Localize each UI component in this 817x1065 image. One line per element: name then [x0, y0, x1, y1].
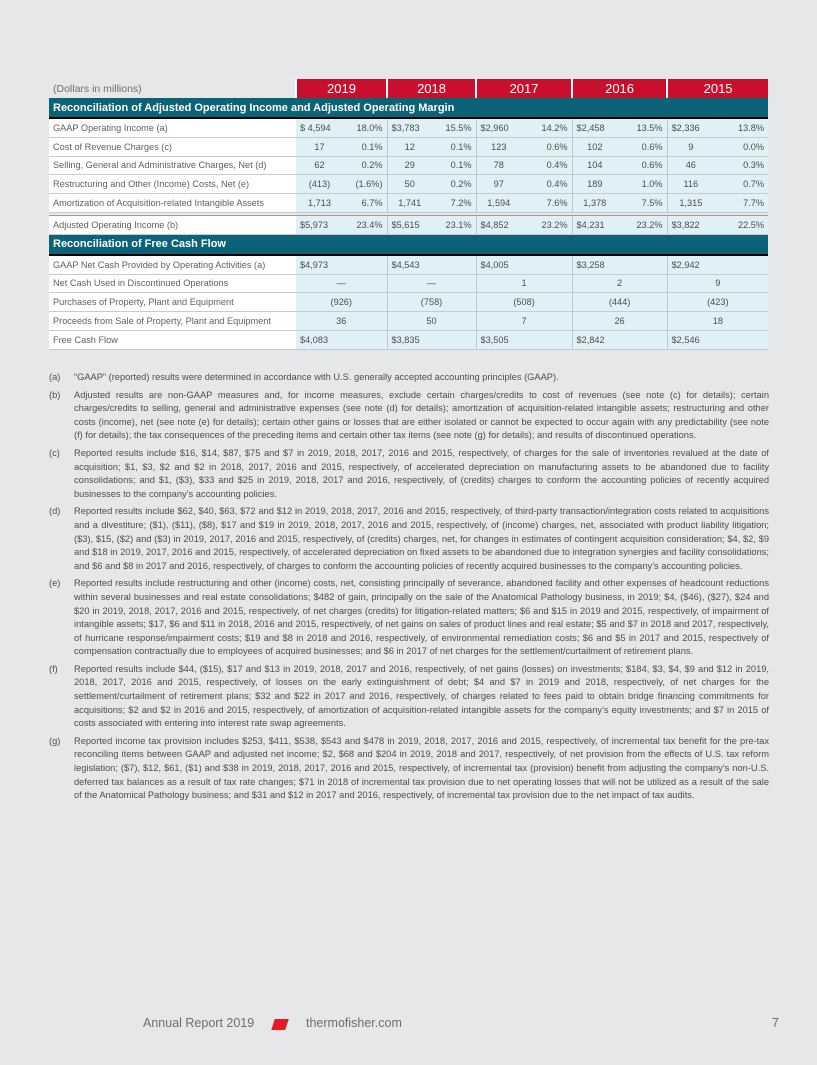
amount-cell: $4,973 — [296, 255, 387, 274]
amount-cell: 1,713 — [296, 194, 343, 213]
percent-cell: 0.2% — [343, 156, 387, 175]
amount-cell: 116 — [667, 175, 714, 194]
footnote-text: “GAAP” (reported) results were determined in accordance with U.S. generally accepted accounting principles (GAAP). — [74, 372, 559, 382]
footnote — [49, 389, 769, 443]
footnote-text: Reported results include $16, $14, $87, $75 and $7 in 2019, 2018, 2017, 2016 and 2015, respectively, of charges for the sale of inventories revalued at the date of acquisition; $1, $3, $2 and $2 in 2018, 2017, 2016 and 2015, respectively, of accelerated depreciation on manufacturing assets to be abandoned due to facility consolidations; and $1, ($3), $33 and $25 in 2019, 2018, 2017 and 2016, respectively, of (credits) charges to conform the accounting policies of recently acquired businesses to the company’s accounting policies. — [74, 447, 769, 499]
footnote-marker: (d) — [49, 506, 61, 517]
amount-cell: 46 — [667, 156, 714, 175]
amount-cell: 104 — [572, 156, 617, 175]
thermofisher-logo-icon — [271, 1019, 289, 1030]
amount-cell: $3,258 — [572, 255, 667, 274]
amount-cell: $2,842 — [572, 330, 667, 349]
amount-cell: $2,458 — [572, 118, 617, 137]
percent-cell: 18.0% — [343, 118, 387, 137]
amount-cell: (423) — [667, 293, 768, 312]
footnote-text: Reported results include $62, $40, $63, $72 and $12 in 2019, 2018, 2017, 2016 and 2015, respectively, of third-party transaction/integration costs related to acquisitions and a divestiture; ($1), ($11), ($8), $17 and $19 in 2019, 2018, 2017, 2016 and 2015, respectively, of (income) charges, net, associated with product liability litigation; ($3), $15, ($2) and ($3) in 2019, 2017, 2016 and 2015, respectively, of (credits) charges, net, for changes in estimates of contingent acquisition consideration; $4, $2, $9 and $18 in 2019, 2017, 2016 and 2015, respectively, of accelerated depreciation on fixed assets to be abandoned due to integration synergies and facility consolidations; and $6 and $8 in 2017 and 2016, respectively, of charges to conform the accounting policies of recently acquired businesses to the company’s accounting policies. — [74, 506, 769, 571]
amount-cell: 12 — [387, 137, 432, 156]
percent-cell: 6.7% — [343, 194, 387, 213]
table-row — [49, 274, 768, 293]
percent-cell: 0.6% — [617, 156, 667, 175]
table-row — [49, 255, 768, 274]
percent-cell: 0.1% — [432, 137, 476, 156]
amount-cell: $3,822 — [667, 215, 714, 234]
footnote-marker: (e) — [49, 578, 61, 589]
amount-cell: $5,973 — [296, 215, 343, 234]
row-label: Cost of Revenue Charges (c) — [49, 137, 296, 156]
table-row — [49, 293, 768, 312]
percent-cell: 0.0% — [714, 137, 768, 156]
row-label: Selling, General and Administrative Charges, Net (d) — [49, 156, 296, 175]
section-title: Reconciliation of Adjusted Operating Income and Adjusted Operating Margin — [49, 98, 768, 118]
percent-cell: 23.1% — [432, 215, 476, 234]
amount-cell: $2,942 — [667, 255, 768, 274]
page-footer — [0, 1016, 817, 1036]
amount-cell: 9 — [667, 274, 768, 293]
amount-cell: (926) — [296, 293, 387, 312]
year-header: 2017 — [476, 79, 572, 98]
amount-cell: 50 — [387, 312, 476, 331]
row-label: GAAP Net Cash Provided by Operating Activities (a) — [49, 255, 296, 274]
row-label: Restructuring and Other (Income) Costs, Net (e) — [49, 175, 296, 194]
percent-cell: 0.7% — [714, 175, 768, 194]
amount-cell: 78 — [476, 156, 521, 175]
amount-cell: 2 — [572, 274, 667, 293]
table-row — [49, 215, 768, 234]
reconciliation-table — [49, 79, 768, 350]
percent-cell: 22.5% — [714, 215, 768, 234]
amount-cell: 1,315 — [667, 194, 714, 213]
amount-cell: 189 — [572, 175, 617, 194]
footnote-marker: (c) — [49, 447, 60, 458]
year-header: 2019 — [296, 79, 387, 98]
amount-cell: $2,960 — [476, 118, 521, 137]
footnote-text: Reported income tax provision includes $253, $411, $538, $543 and $478 in 2019, 2018, 2017, 2016 and 2015, respectively, of incremental tax benefit for the pre-tax reconciling items between GAAP and adjusted net income; $2, $68 and $204 in 2019, 2018 and 2017, respectively, of net provision from the effects of U.S. tax reform legislation; ($7), $12, $61, ($1) and $38 in 2019, 2018, 2017, 2016 and 2015, respectively, of incremental tax (provision) benefit from adjusting the company’s non-U.S. deferred tax balances as a result of tax rate changes; $71 in 2018 of incremental tax provision due to net operating losses that will not be utilized as a result of the sale of the Anatomical Pathology business; and $31 and $12 in 2017 and 2016, respectively, of incremental tax provision due to the net impact of tax audits. — [74, 735, 769, 801]
footnote-text: Reported results include $44, ($15), $17 and $13 in 2019, 2018, 2017 and 2016, respectively, of net gains (losses) on investments; $184, $3, $4, $9 and $12 in 2019, 2018, 2017, 2016 and 2015, respectively, of losses on the early extinguishment of debt; $4 and $7 in 2019 and 2018, respectively, of net charges for the settlement/curtailment of retirement plans; $32 and $22 in 2017 and 2016, respectively, of charges related to fees paid to obtain bridge financing commitments for acquisitions; $2 and $2 in 2016 and 2015, respectively, of amortization of acquisition-related intangible assets for the company’s equity investments; and $7 in 2015 of costs associated with entering into interest rate swap agreements. — [74, 663, 769, 729]
amount-cell: 1,594 — [476, 194, 521, 213]
footnote-marker: (f) — [49, 663, 58, 674]
footnote — [49, 505, 769, 573]
amount-cell: 1,378 — [572, 194, 617, 213]
table-row — [49, 312, 768, 331]
row-label: Adjusted Operating Income (b) — [49, 215, 296, 234]
table-row — [49, 330, 768, 349]
amount-cell: (413) — [296, 175, 343, 194]
amount-cell: 18 — [667, 312, 768, 331]
year-header: 2018 — [387, 79, 476, 98]
amount-cell: 102 — [572, 137, 617, 156]
table-row — [49, 118, 768, 137]
table-row — [49, 156, 768, 175]
table-row — [49, 137, 768, 156]
page-number: 7 — [772, 1016, 779, 1030]
percent-cell: 0.1% — [432, 156, 476, 175]
amount-cell: $4,543 — [387, 255, 476, 274]
amount-cell: 62 — [296, 156, 343, 175]
row-label: Purchases of Property, Plant and Equipment — [49, 293, 296, 312]
footnote — [49, 447, 769, 501]
percent-cell: 0.4% — [521, 175, 572, 194]
percent-cell: 23.2% — [617, 215, 667, 234]
amount-cell: 50 — [387, 175, 432, 194]
footnote-marker: (b) — [49, 389, 61, 400]
percent-cell: 0.3% — [714, 156, 768, 175]
percent-cell: 15.5% — [432, 118, 476, 137]
percent-cell: 0.4% — [521, 156, 572, 175]
percent-cell: 0.6% — [521, 137, 572, 156]
percent-cell: 7.7% — [714, 194, 768, 213]
row-label: Proceeds from Sale of Property, Plant and Equipment — [49, 312, 296, 331]
footnote — [49, 663, 769, 731]
percent-cell: 1.0% — [617, 175, 667, 194]
footnote — [49, 735, 769, 803]
footnote — [49, 577, 769, 659]
percent-cell: (1.6%) — [343, 175, 387, 194]
footnote-text: Adjusted results are non-GAAP measures and, for income measures, exclude certain charges/credits to cost of revenues (see note (c) for details); certain charges/credits to selling, general and administrative expenses (see note (d) for details); amortization of acquisition-related intangible assets; restructuring and other costs (income), net (see note (e) for details); certain other gains or losses that are either isolated or cannot be expected to occur again with any predictability (see note (f) for details); the tax consequences of the preceding items and certain other tax items (see note (g) for details); and results of discontinued operations. — [74, 389, 769, 441]
percent-cell: 0.6% — [617, 137, 667, 156]
amount-cell: 7 — [476, 312, 572, 331]
amount-cell: 123 — [476, 137, 521, 156]
amount-cell: 29 — [387, 156, 432, 175]
year-header: 2015 — [667, 79, 768, 98]
units-label: (Dollars in millions) — [53, 82, 142, 95]
amount-cell: 1,741 — [387, 194, 432, 213]
amount-cell: $4,231 — [572, 215, 617, 234]
row-label: Free Cash Flow — [49, 330, 296, 349]
amount-cell: $4,083 — [296, 330, 387, 349]
row-label: Amortization of Acquisition-related Intangible Assets — [49, 194, 296, 213]
amount-cell: (444) — [572, 293, 667, 312]
amount-cell: (508) — [476, 293, 572, 312]
amount-cell: $ 4,594 — [296, 118, 343, 137]
amount-cell: 26 — [572, 312, 667, 331]
percent-cell: 7.5% — [617, 194, 667, 213]
section-title: Reconciliation of Free Cash Flow — [49, 234, 768, 255]
footnote-text: Reported results include restructuring and other (income) costs, net, consisting principally of severance, abandoned facility and other expenses of headcount reductions within several businesses and real estate consolidations; $482 of gain, principally on the sale of the Anatomical Pathology business, in 2019; $4, ($46), ($27), $24 and $20 in 2019, 2018, 2017, 2016 and 2015, respectively, of net charges (credits) for litigation-related matters; $6 and $15 in 2019 and 2015, respectively, of impairment of intangible assets; $17, $6 and $11 in 2018, 2016 and 2015, respectively, of net gains on sales of product lines and real estate; $5 and $7 in 2018 and 2017, respectively, of hurricane response/impairment costs; $19 and $8 in 2018 and 2016, respectively, of environmental remediation costs; $6 and $5 in 2017 and 2015, respectively of compensation contractually due to employees of acquired businesses; and $6 in 2017 of net charges for the settlement/curtailment of retirement plans. — [74, 578, 769, 657]
website-link[interactable]: thermofisher.com — [306, 1016, 402, 1030]
percent-cell: 23.2% — [521, 215, 572, 234]
percent-cell: 13.5% — [617, 118, 667, 137]
amount-cell: 97 — [476, 175, 521, 194]
amount-cell: 17 — [296, 137, 343, 156]
percent-cell: 23.4% — [343, 215, 387, 234]
percent-cell: 0.1% — [343, 137, 387, 156]
amount-cell: $4,005 — [476, 255, 572, 274]
percent-cell: 7.2% — [432, 194, 476, 213]
footnote-marker: (g) — [49, 735, 61, 746]
row-label: GAAP Operating Income (a) — [49, 118, 296, 137]
amount-cell: 36 — [296, 312, 387, 331]
section-header-row — [49, 98, 768, 118]
year-header-row — [49, 79, 768, 98]
year-header: 2016 — [572, 79, 667, 98]
amount-cell: $3,505 — [476, 330, 572, 349]
amount-cell: $2,336 — [667, 118, 714, 137]
section-header-row — [49, 234, 768, 255]
percent-cell: 14.2% — [521, 118, 572, 137]
amount-cell: (758) — [387, 293, 476, 312]
footnote — [49, 371, 769, 385]
percent-cell: 0.2% — [432, 175, 476, 194]
amount-cell: $3,835 — [387, 330, 476, 349]
amount-cell: $3,783 — [387, 118, 432, 137]
amount-cell: 1 — [476, 274, 572, 293]
percent-cell: 13.8% — [714, 118, 768, 137]
footnote-marker: (a) — [49, 372, 61, 382]
percent-cell: 7.6% — [521, 194, 572, 213]
amount-cell: $2,546 — [667, 330, 768, 349]
table-row — [49, 194, 768, 213]
row-label: Net Cash Used in Discontinued Operations — [49, 274, 296, 293]
report-title: Annual Report 2019 — [143, 1016, 255, 1030]
amount-cell: $4,852 — [476, 215, 521, 234]
amount-cell: $5,615 — [387, 215, 432, 234]
amount-cell: — — [296, 274, 387, 293]
amount-cell: — — [387, 274, 476, 293]
footnotes — [49, 371, 769, 807]
table-row — [49, 175, 768, 194]
amount-cell: 9 — [667, 137, 714, 156]
